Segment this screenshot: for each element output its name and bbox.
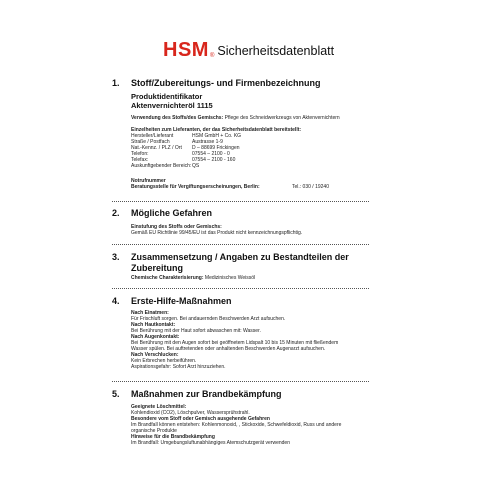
section-divider: [112, 288, 369, 289]
firefighting-line: Kohlendioxid (CO2), Löschpulver, Wassersprühstrahl.: [131, 410, 250, 416]
first-aid-line: Nach Augenkontakt:: [131, 334, 180, 340]
first-aid-line: Aspirationsgefahr: Sofort Arzt hinzuziehen.: [131, 364, 226, 370]
supplier-row-label: Telefon:: [131, 151, 149, 157]
supplier-row-value: QS: [192, 163, 200, 169]
supplier-row-label: Nat.-Kennz. / PLZ / Ort: [131, 145, 182, 151]
firefighting-line: Geeignete Löschmittel:: [131, 404, 187, 410]
firefighting-line: Im Brandfall können entstehen: Kohlenmonoxid, , Stickoxide, Schwefeldioxid, Russ und andere: [131, 422, 342, 428]
first-aid-line: Für Frischluft sorgen. Bei andauernden Beschwerden Arzt aufsuchen.: [131, 316, 286, 322]
use-line: [131, 115, 340, 121]
header: [163, 38, 334, 60]
firefighting-line: Hinweise für die Brandbekämpfung: [131, 434, 215, 440]
supplier-row-label: Straße / Postfach: [131, 139, 170, 145]
chemical-characterization-label: Chemische Charakterisierung:: [131, 275, 204, 281]
chemical-characterization-text: Medizinisches Weissöl: [203, 275, 256, 281]
section-divider: [112, 201, 369, 202]
supplier-row-label: Auskunftgebender Bereich:: [131, 163, 192, 169]
firefighting-line: organische Produkte: [131, 428, 177, 434]
section-5-number: 5.: [112, 389, 120, 399]
classification-text: Gemäß EU Richtlinie 99/45/EU ist das Produkt nicht kennzeichnungspflichtig.: [131, 230, 303, 236]
product-name: Aktenvernichteröl 1115: [131, 101, 213, 110]
section-divider: [112, 381, 369, 382]
first-aid-line: Nach Verschlucken:: [131, 352, 179, 358]
section-4-number: 4.: [112, 296, 120, 306]
supplier-row-value: 07554 – 2100 - 160: [192, 157, 236, 163]
first-aid-line: Nach Einatmen:: [131, 310, 169, 316]
supplier-row-value: Austrasse 1-9: [192, 139, 223, 145]
use-label: Verwendung des Stoffs/des Gemischs:: [131, 115, 224, 121]
first-aid-line: Bei Berührung mit den Augen sofort bei geöffnetem Lidspalt 10 bis 15 Minuten mit fließendem: [131, 340, 339, 346]
section-3-number: 3.: [112, 252, 120, 262]
supplier-row-value: HSM GmbH + Co. KG: [192, 133, 242, 139]
registered-mark: ®: [209, 53, 215, 59]
first-aid-line: Nach Hautkontakt:: [131, 322, 176, 328]
emergency-telephone: Tel.: 030 / 19240: [292, 184, 329, 190]
hsm-logo: HSM: [163, 39, 209, 61]
section-5-title: Maßnahmen zur Brandbekämpfung: [131, 389, 282, 399]
supplier-row-value: D – 88699 Frickingen: [192, 145, 240, 151]
supplier-row-label: Hersteller/Lieferant: [131, 133, 174, 139]
section-4-title: Erste-Hilfe-Maßnahmen: [131, 296, 232, 306]
product-identifier-label: Produktidentifikator: [131, 92, 203, 101]
emergency-number-label: Notrufnummer: [131, 178, 166, 184]
section-1-title: Stoff/Zubereitungs- und Firmenbezeichnung: [131, 78, 321, 88]
section-1-number: 1.: [112, 78, 120, 88]
firefighting-line: Besondere vom Stoff oder Gemisch ausgehende Gefahren: [131, 416, 270, 422]
section-2-number: 2.: [112, 208, 120, 218]
first-aid-line: Bei Berührung mit der Haut sofort abwaschen mit: Wasser.: [131, 328, 261, 334]
supplier-heading: Einzelheiten zum Lieferanten, der das Sicherheitsdatenblatt bereitstellt:: [131, 127, 302, 133]
section-3-title: Zusammensetzung / Angaben zu Bestandteilen der Zubereitung: [131, 252, 349, 273]
supplier-row-label: Telefax:: [131, 157, 149, 163]
first-aid-line: Kein Erbrechen herbeiführen.: [131, 358, 197, 364]
section-2-title: Mögliche Gefahren: [131, 208, 213, 218]
chemical-characterization: [131, 275, 255, 281]
first-aid-line: Wasser spülen. Bei auftretenden oder anhaltenden Beschwerden Augenarzt aufsuchen.: [131, 346, 326, 352]
supplier-row-value: 07554 – 2100 - 0: [192, 151, 230, 157]
classification-label: Einstufung des Stoffs oder Gemischs:: [131, 224, 222, 230]
firefighting-line: Im Brandfall: Umgebungsluftunabhängiges Atemschutzgerät verwenden: [131, 440, 290, 446]
use-text: Pflege des Schneidwerkzeugs von Aktenvernichtern: [223, 115, 340, 121]
section-divider: [112, 244, 369, 245]
document-title: Sicherheitsdatenblatt: [217, 44, 335, 58]
emergency-line: Beratungsstelle für Vergiftungserscheinungen, Berlin:: [131, 184, 260, 190]
